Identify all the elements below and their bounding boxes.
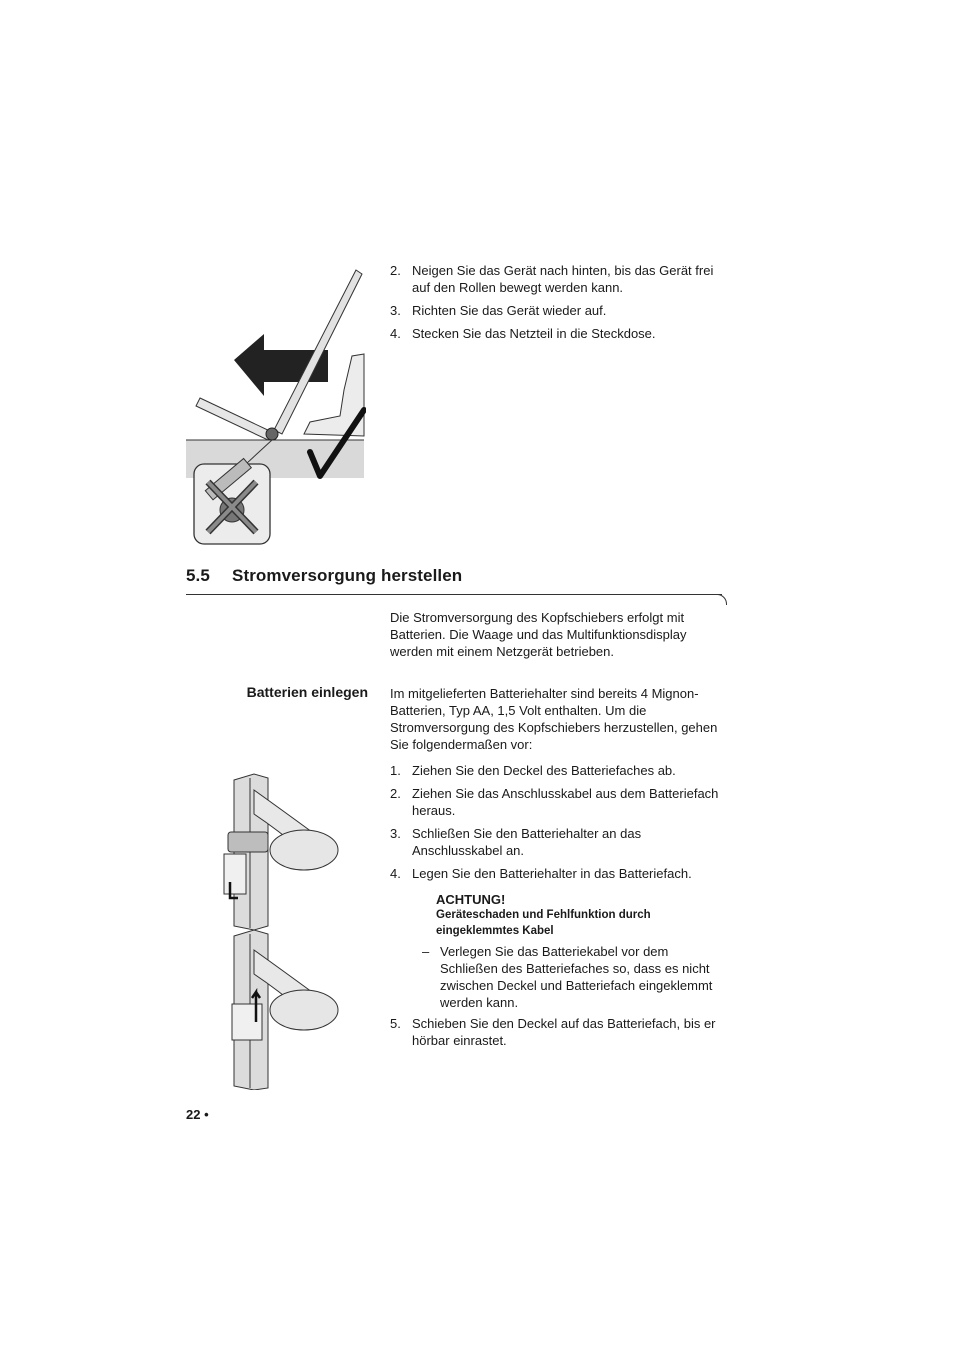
list-item: 2. Neigen Sie das Gerät nach hinten, bis das Gerät frei auf den Rollen bewegt werden kann. (390, 263, 714, 295)
list-item: 3. Schließen Sie den Batteriehalter an das Anschlusskabel an. (390, 826, 642, 858)
warning-subtitle: Geräteschaden und Fehlfunktion durch eingeklemmtes Kabel (436, 909, 651, 937)
tilt-illustration (186, 262, 366, 548)
list-item: 5. Schieben Sie den Deckel auf das Batteriefach, bis er hörbar einrastet. (390, 1016, 716, 1048)
section-rule-end (716, 594, 727, 605)
section-rule (186, 594, 722, 595)
page-number: 22 • (186, 1107, 209, 1122)
section-heading (186, 566, 462, 586)
list-item: 3. Richten Sie das Gerät wieder auf. (390, 303, 607, 318)
list-item: 4. Stecken Sie das Netzteil in die Steckdose. (390, 326, 656, 341)
list-item: 4. Legen Sie den Batteriehalter in das Batteriefach. (390, 866, 692, 881)
list-item: 2. Ziehen Sie das Anschlusskabel aus dem Batteriefach heraus. (390, 786, 719, 818)
list-item: 1. Ziehen Sie den Deckel des Batteriefaches ab. (390, 763, 676, 778)
battery-steps-list (390, 762, 730, 888)
tilt-steps-list (390, 262, 730, 348)
warning-list (422, 943, 726, 1011)
list-item: – Verlegen Sie das Batteriekabel vor dem Schließen des Batteriefaches so, dass es nicht zwischen Deckel und Batteriefach eingeklemmt werden kann. (422, 944, 713, 1010)
batteries-paragraph: Im mitgelieferten Batteriehalter sind bereits 4 Mignon-Batterien, Typ AA, 1,5 Volt enthalten. Um die Stromversorgung des Kopfschiebers herzustellen, gehen Sie folgendermaßen vor: (390, 686, 718, 752)
section-title: Stromversorgung herstellen (232, 566, 463, 585)
battery-compartment-illustration (220, 770, 344, 1090)
warning-block (422, 892, 726, 1017)
side-heading: Batterien einlegen (246, 684, 368, 700)
section-number: 5.5 (186, 566, 210, 585)
battery-final-step (390, 1015, 730, 1055)
section-intro: Die Stromversorgung des Kopfschiebers erfolgt mit Batterien. Die Waage und das Multifunktionsdisplay werden mit einem Netzgerät betrieben. (390, 610, 687, 659)
warning-title: ACHTUNG! (436, 892, 506, 907)
